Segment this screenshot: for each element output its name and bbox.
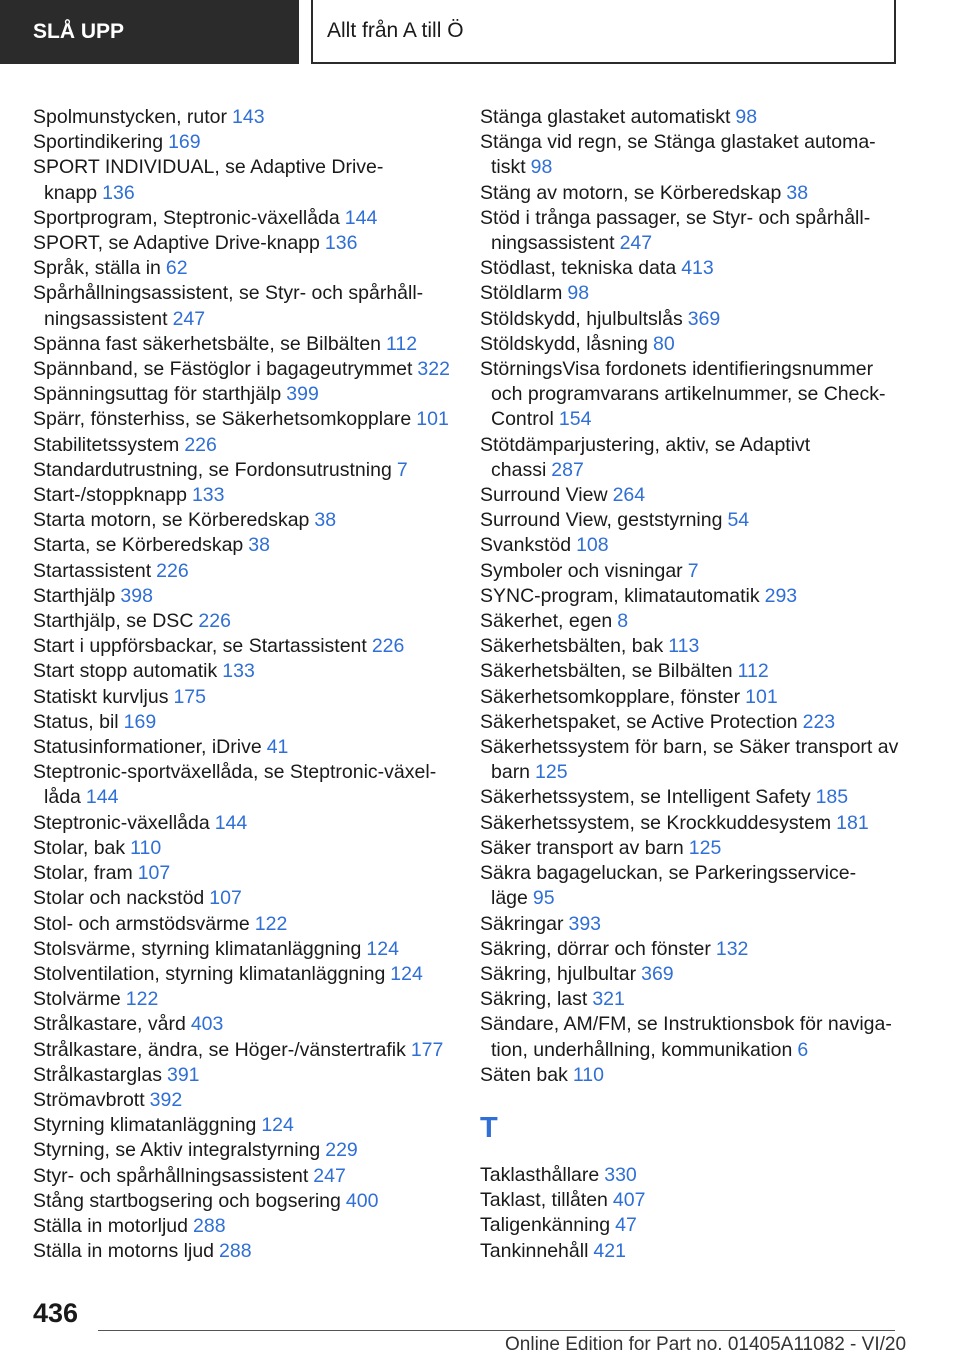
index-entry — [480, 433, 900, 483]
index-entry-text: Stolsvärme, styrning klimatanläggning — [33, 937, 362, 960]
index-page-link[interactable]: 400 — [345, 1189, 379, 1212]
chapter-title-label: Allt från A till Ö — [327, 19, 464, 42]
index-page-link[interactable]: 133 — [222, 660, 255, 683]
index-entry — [33, 256, 453, 281]
index-entry-text: Strömavbrott — [33, 1088, 145, 1111]
index-page-link[interactable]: 98 — [530, 156, 553, 179]
index-entry-text: Säkring, dörrar och fönster — [480, 937, 711, 960]
index-entry — [33, 685, 453, 710]
index-entry-text: Styrning, se Aktiv integralstyrning — [33, 1139, 321, 1162]
index-entry — [480, 1063, 900, 1088]
index-page-link[interactable]: 101 — [416, 408, 449, 431]
index-entry-text: Säkring, hjulbultar — [480, 962, 637, 985]
index-entry-text: Startassistent — [33, 559, 152, 582]
index-entry-text: Ställa in motorns ljud — [33, 1240, 215, 1263]
index-entry — [33, 130, 453, 155]
index-entry — [33, 332, 453, 357]
index-entry-text: Säkerhetsbälten, bak — [480, 635, 664, 658]
index-entry — [480, 861, 900, 911]
index-entry-text: Styrning klimatanläggning — [33, 1114, 257, 1137]
index-entry — [33, 155, 453, 205]
index-page-link[interactable]: 38 — [786, 181, 809, 204]
index-page-link[interactable]: 101 — [745, 685, 778, 708]
index-entry-text: Stolar och nackstöd — [33, 887, 205, 910]
index-page-link[interactable]: 247 — [619, 232, 653, 255]
index-entry — [480, 634, 900, 659]
index-entry — [33, 861, 453, 886]
index-entry — [33, 987, 453, 1012]
index-page-link[interactable]: 107 — [137, 862, 171, 885]
index-page-link[interactable]: 391 — [166, 1063, 200, 1086]
index-entry — [33, 206, 453, 231]
index-entry-text: Spolmunstycken, rutor — [33, 106, 228, 128]
index-entry — [480, 307, 900, 332]
index-page-link[interactable]: 112 — [385, 332, 418, 355]
index-entry — [480, 105, 900, 130]
index-page-link[interactable]: 181 — [836, 811, 869, 834]
index-entry-text: Taklasthållare — [480, 1163, 600, 1186]
section-tab-label: SLÅ UPP — [33, 20, 125, 43]
index-page-link[interactable]: 107 — [209, 887, 242, 910]
index-page-link[interactable]: 143 — [232, 106, 265, 128]
index-entry-text: Stöldlarm — [480, 282, 563, 305]
index-page-link[interactable]: 287 — [551, 458, 584, 481]
index-entry-text: Statiskt kurvljus — [33, 685, 169, 708]
index-entry-text: Starthjälp — [33, 584, 116, 607]
index-page-link[interactable]: 229 — [325, 1139, 358, 1162]
index-entry — [480, 584, 900, 609]
index-entry — [33, 559, 453, 584]
index-entry-text: Svankstöd — [480, 534, 572, 557]
index-entry — [33, 1088, 453, 1113]
index-entry — [33, 382, 453, 407]
index-page-link[interactable]: 110 — [572, 1063, 604, 1086]
index-page-link[interactable]: 175 — [173, 685, 206, 708]
index-entry-text: Styr- och spårhållningsassistent — [33, 1164, 309, 1187]
index-page-link[interactable]: 226 — [198, 610, 231, 633]
index-entry-text: Språk, ställa in — [33, 257, 161, 280]
index-entry-text: Standardutrustning, se Fordonsutrustning — [33, 458, 392, 481]
index-page-link[interactable]: 144 — [344, 206, 378, 229]
index-entry — [33, 407, 453, 432]
index-entry — [480, 181, 900, 206]
index-page-link[interactable]: 98 — [735, 106, 758, 128]
index-entry — [480, 1239, 900, 1264]
index-entry-text: Säkerhetsomkopplare, fönster — [480, 685, 741, 708]
index-entry-text: Ställa in motorljud — [33, 1214, 188, 1237]
index-entry — [480, 811, 900, 836]
index-entry — [33, 659, 453, 684]
index-page-link[interactable]: 7 — [687, 559, 699, 582]
index-entry-text: Stolar, fram — [33, 862, 133, 885]
index-entry — [33, 433, 453, 458]
footer-divider — [98, 1330, 895, 1331]
index-page-link[interactable]: 369 — [687, 307, 721, 330]
index-entry-text: Stöldskydd, låsning — [480, 332, 649, 355]
index-page-link[interactable]: 47 — [615, 1214, 637, 1237]
index-entry-text: Starta, se Körberedskap — [33, 534, 244, 557]
page-number: 436 — [33, 1298, 79, 1328]
index-entry-text: Surround View, geststyrning — [480, 509, 723, 532]
index-entry — [33, 886, 453, 911]
index-page-link[interactable]: 122 — [125, 988, 159, 1011]
index-entry — [480, 735, 900, 785]
index-entry-text: Stabilitetssystem — [33, 433, 180, 456]
index-entry-text: Taligenkänning — [480, 1214, 611, 1237]
index-page-link[interactable]: 124 — [366, 937, 399, 960]
index-entry — [33, 1113, 453, 1138]
index-entry — [480, 659, 900, 684]
index-entry-text: Spårhållningsassistent, se Styr- och spårhåll-ningsassistent — [33, 282, 424, 330]
index-entry — [33, 912, 453, 937]
index-entry-text: Stång startbogsering och bogsering — [33, 1189, 341, 1212]
index-entry-text: Säkring, last — [480, 988, 588, 1011]
index-entry — [33, 836, 453, 861]
index-page-link[interactable]: 169 — [168, 131, 201, 154]
index-page-link[interactable]: 110 — [130, 836, 162, 859]
index-entry-text: Säkerhetssystem, se Intelligent Safety — [480, 786, 811, 809]
index-page-link[interactable]: 247 — [313, 1164, 346, 1187]
index-page-link[interactable]: 98 — [567, 282, 590, 305]
index-entry-text: Start i uppförsbackar, se Startassistent — [33, 635, 367, 658]
index-page-link[interactable]: 288 — [193, 1214, 226, 1237]
index-entry-text: Start stopp automatik — [33, 660, 218, 683]
index-entry — [480, 912, 900, 937]
index-entry — [33, 634, 453, 659]
index-entry — [33, 281, 453, 331]
index-page-link[interactable]: 399 — [286, 383, 319, 406]
index-entry — [33, 584, 453, 609]
index-entry-text: Stänga vid regn, se Stänga glastaket automa-tiskt — [480, 131, 876, 179]
index-entry — [480, 559, 900, 584]
index-entry-text: Surround View — [480, 484, 608, 507]
index-entry-text: Säkerhetssystem, se Krockkuddesystem — [480, 811, 832, 834]
index-entry — [480, 1163, 900, 1188]
index-entry-text: Säkra bagageluckan, se Parkeringsservice-läge — [480, 862, 857, 910]
index-page-link[interactable]: 403 — [190, 1013, 224, 1036]
index-entry — [33, 811, 453, 836]
index-page-link[interactable]: 223 — [802, 710, 836, 733]
index-entry — [480, 685, 900, 710]
index-entry — [33, 483, 453, 508]
index-entry-text: Sportindikering — [33, 131, 164, 154]
index-page-link[interactable]: 322 — [417, 358, 450, 381]
index-page-link[interactable]: 247 — [172, 307, 206, 330]
index-entry — [480, 206, 900, 256]
index-page-link[interactable]: 398 — [120, 584, 153, 607]
section-tab[interactable] — [0, 0, 299, 64]
index-page-link[interactable]: 177 — [410, 1038, 444, 1061]
index-entry — [33, 962, 453, 987]
index-entry — [33, 1189, 453, 1214]
index-page-link[interactable]: 421 — [593, 1239, 626, 1262]
index-entry-text: Sportprogram, Steptronic-växellåda — [33, 206, 340, 229]
index-page-link[interactable]: 7 — [396, 458, 408, 481]
index-page-link[interactable]: 122 — [254, 912, 288, 935]
section-letter-heading: T — [480, 1111, 498, 1144]
index-entry — [33, 458, 453, 483]
index-entry-text: Stödlast, tekniska data — [480, 257, 677, 280]
index-entry-text: Strålkastare, ändra, se Höger-/vänstertrafik — [33, 1038, 406, 1061]
index-entry — [480, 357, 900, 433]
index-entry — [480, 609, 900, 634]
index-entry — [33, 710, 453, 735]
index-entry-text: Tankinnehåll — [480, 1239, 589, 1262]
index-entry — [33, 1214, 453, 1239]
index-entry — [480, 533, 900, 558]
index-page-link[interactable]: 407 — [612, 1189, 646, 1212]
index-entry-text: Stöd i trånga passager, se Styr- och spårhåll-ningsassistent — [480, 206, 871, 255]
index-entry-text: Spänningsuttag för starthjälp — [33, 383, 282, 406]
index-page-link[interactable]: 413 — [681, 257, 714, 280]
index-entry-text: SPORT, se Adaptive Drive-knapp — [33, 232, 320, 255]
index-page-link[interactable]: 124 — [390, 962, 423, 985]
index-entry-text: Steptronic-växellåda — [33, 811, 210, 834]
index-entry-text: Starthjälp, se DSC — [33, 610, 194, 633]
index-entry-text: Spärr, fönsterhiss, se Säkerhetsomkopplare — [33, 408, 412, 431]
index-entry — [33, 357, 453, 382]
index-entry — [33, 1164, 453, 1189]
index-entry — [33, 105, 453, 130]
index-entry-text: Steptronic-sportväxellåda, se Steptronic-växel-låda — [33, 761, 437, 809]
index-entry-text: Strålkastare, vård — [33, 1013, 186, 1036]
index-page-link[interactable]: 226 — [184, 433, 217, 456]
index-entry-text: SYNC-program, klimatautomatik — [480, 584, 760, 607]
index-entry — [480, 962, 900, 987]
index-page-link[interactable]: 144 — [85, 786, 119, 809]
index-page-link[interactable]: 41 — [266, 736, 289, 759]
index-entry — [33, 1239, 453, 1264]
index-entry — [33, 937, 453, 962]
index-page-link[interactable]: 62 — [165, 257, 188, 280]
index-entry — [33, 1038, 453, 1063]
index-entry — [480, 130, 900, 180]
index-page-link[interactable]: 113 — [668, 635, 700, 658]
index-entry-text: Spännband, se Fästöglor i bagageutrymmet — [33, 358, 413, 381]
index-entry — [33, 735, 453, 760]
index-page-link[interactable]: 293 — [764, 584, 798, 607]
index-page-link[interactable]: 226 — [156, 559, 189, 582]
index-entry — [480, 508, 900, 533]
index-entry-text: Säkerhetssystem för barn, se Säker transport av barn — [480, 736, 899, 784]
index-page-link[interactable]: 330 — [604, 1163, 637, 1186]
index-entry — [480, 785, 900, 810]
index-entry — [33, 533, 453, 558]
index-entry — [33, 1063, 453, 1088]
index-entry-text: Säten bak — [480, 1063, 568, 1086]
index-entry-text: Säkerhetspaket, se Active Protection — [480, 710, 798, 733]
index-page-link[interactable]: 8 — [617, 610, 629, 633]
index-page-link[interactable]: 369 — [641, 962, 674, 985]
index-entry-text: SPORT INDIVIDUAL, se Adaptive Drive-knapp — [33, 156, 384, 204]
index-entry-text: Starta motorn, se Körberedskap — [33, 509, 310, 532]
index-entry-text: Stöldskydd, hjulbultslås — [480, 307, 683, 330]
index-page-link[interactable]: 125 — [535, 761, 568, 784]
index-page-link[interactable]: 112 — [737, 660, 769, 683]
index-page-link[interactable]: 136 — [324, 232, 358, 255]
index-page-link[interactable]: 132 — [715, 937, 749, 960]
index-page-link[interactable]: 264 — [612, 484, 646, 507]
index-page-link[interactable]: 136 — [102, 181, 135, 204]
index-entry-text: Stolvärme — [33, 988, 121, 1011]
index-entry — [33, 508, 453, 533]
index-entry — [480, 987, 900, 1012]
index-entry-text: Taklast, tillåten — [480, 1189, 608, 1212]
index-entry-text: Säkerhetsbälten, se Bilbälten — [480, 660, 733, 683]
index-entry-text: Strålkastarglas — [33, 1063, 162, 1086]
index-entry — [480, 332, 900, 357]
index-entry-text: Status, bil — [33, 710, 119, 733]
index-page-link[interactable]: 95 — [532, 887, 555, 910]
index-entry — [33, 760, 453, 810]
index-column-right — [480, 105, 900, 1264]
index-page-link[interactable]: 144 — [214, 811, 248, 834]
index-entry — [480, 256, 900, 281]
index-page-link[interactable]: 392 — [149, 1088, 183, 1111]
index-entry — [33, 231, 453, 256]
index-entry — [33, 609, 453, 634]
index-page-link[interactable]: 321 — [592, 988, 625, 1011]
index-page-link[interactable]: 185 — [815, 786, 849, 809]
index-page-link[interactable]: 6 — [797, 1038, 809, 1061]
index-entry-text: Symboler och visningar — [480, 559, 683, 582]
index-entry-text: Stol- och armstödsvärme — [33, 912, 250, 935]
index-page-link[interactable]: 133 — [191, 484, 225, 507]
index-column-left — [33, 105, 453, 1264]
index-page-link[interactable]: 169 — [123, 710, 157, 733]
index-page-link[interactable]: 124 — [261, 1114, 294, 1137]
index-entry — [480, 483, 900, 508]
index-entry — [480, 281, 900, 306]
index-page-link[interactable]: 154 — [558, 408, 592, 431]
index-page-link[interactable]: 393 — [568, 912, 602, 935]
index-entry — [480, 836, 900, 861]
index-entry — [480, 1012, 900, 1062]
index-page-link[interactable]: 288 — [219, 1240, 252, 1263]
index-entry — [480, 1188, 900, 1213]
index-entry-text: Stänga glastaket automatiskt — [480, 106, 731, 128]
index-entry-text: StörningsVisa fordonets identifieringsnummer och programvarans artikelnummer, se Check-Control — [480, 358, 886, 431]
index-entry-text: Start-/stoppknapp — [33, 484, 187, 507]
index-page-link[interactable]: 38 — [248, 534, 270, 557]
index-entry — [33, 1012, 453, 1037]
footer-edition: Online Edition for Part no. 01405A11082 - VI/20 — [505, 1334, 907, 1355]
index-entry-text: Säker transport av barn — [480, 836, 684, 859]
index-entry-text: Spänna fast säkerhetsbälte, se Bilbälten — [33, 332, 381, 355]
index-entry-text: Stötdämparjustering, aktiv, se Adaptivt chassi — [480, 433, 811, 481]
index-page-link[interactable]: 80 — [653, 332, 675, 355]
chapter-title-tab[interactable] — [311, 0, 896, 64]
index-entry-text: Stolventilation, styrning klimatanläggning — [33, 962, 386, 985]
index-entry — [480, 1213, 900, 1238]
index-entry-text: Säkringar — [480, 912, 564, 935]
index-entry — [33, 1138, 453, 1163]
index-page-link[interactable]: 125 — [688, 836, 722, 859]
index-page-link[interactable]: 54 — [727, 509, 750, 532]
index-entry-text: Statusinformationer, iDrive — [33, 736, 262, 759]
index-entry-text: Stolar, bak — [33, 836, 126, 859]
index-page-link[interactable]: 226 — [371, 635, 405, 658]
index-page-link[interactable]: 108 — [576, 534, 609, 557]
index-entry-text: Stäng av motorn, se Körberedskap — [480, 181, 782, 204]
index-entry — [480, 937, 900, 962]
index-page-link[interactable]: 38 — [314, 509, 337, 532]
index-entry-text: Säkerhet, egen — [480, 610, 613, 633]
index-entry-text: Sändare, AM/FM, se Instruktionsbok för naviga-tion, underhållning, kommunikation — [480, 1013, 892, 1061]
index-entry — [480, 710, 900, 735]
